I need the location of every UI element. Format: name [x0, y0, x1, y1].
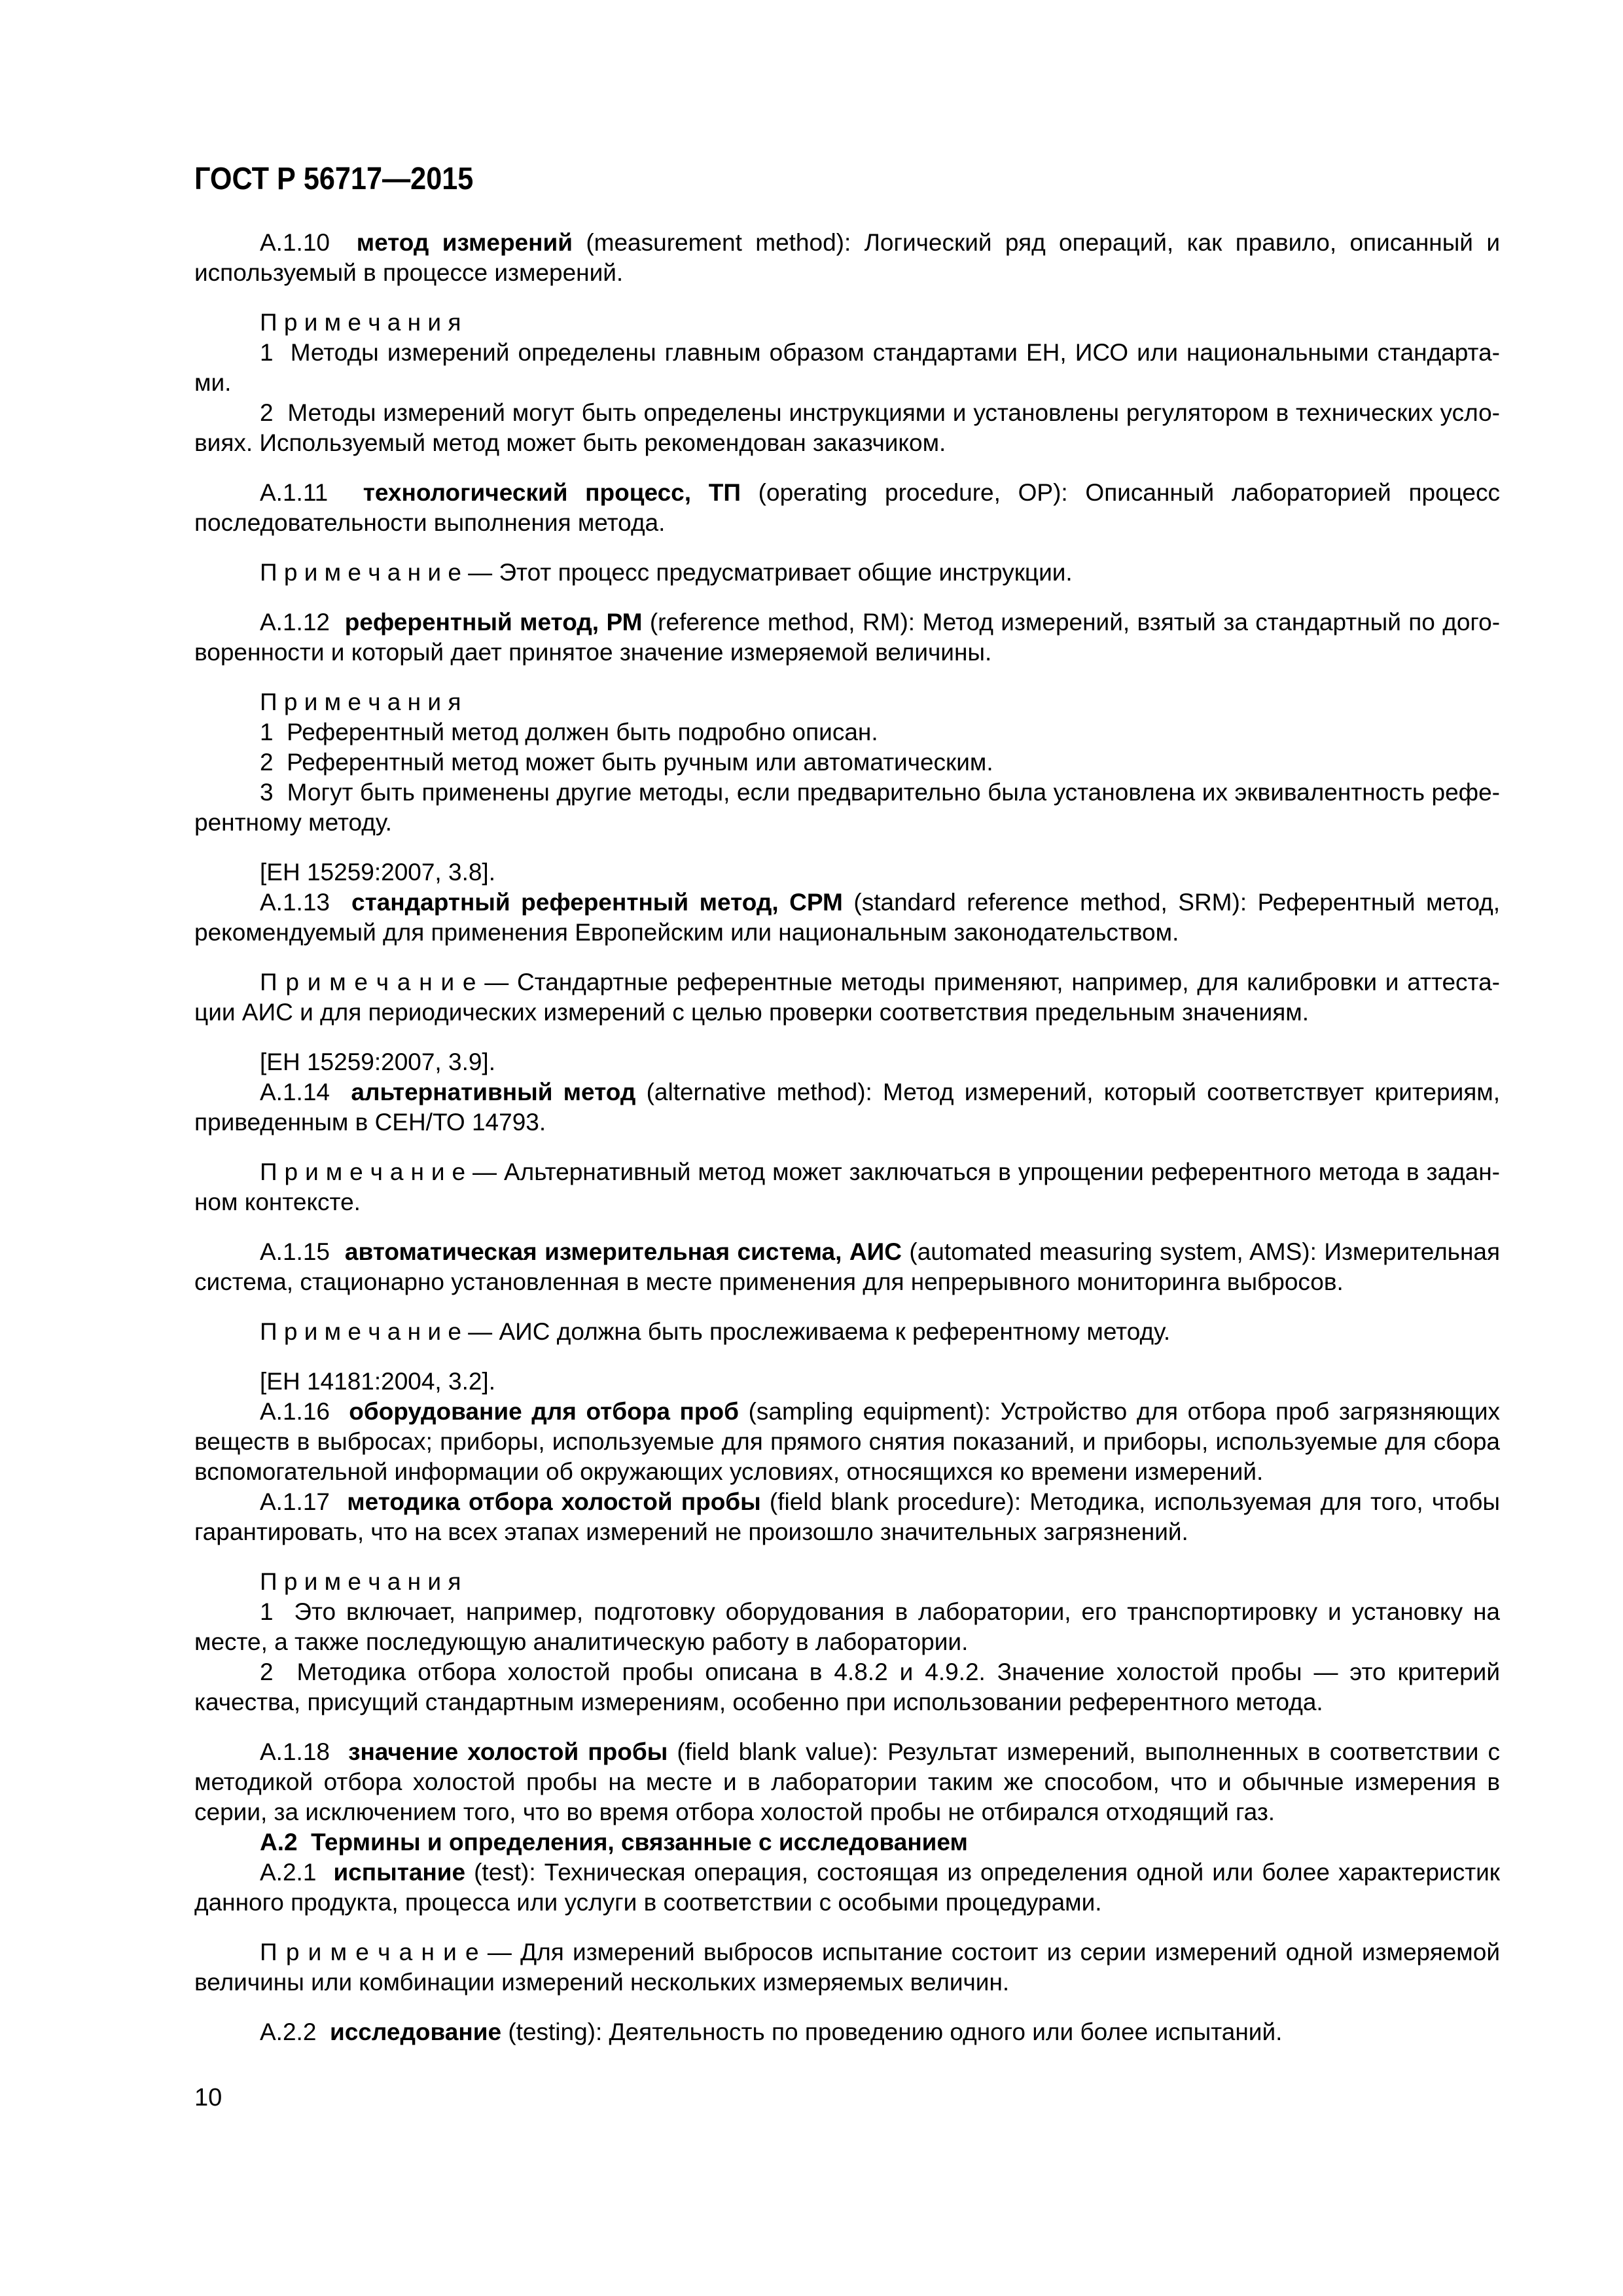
text-run: (measurement method): Логический ряд операций, как правило, описанный и используемый в процессе измерений. — [194, 229, 1501, 286]
text-run: (sampling equipment): Устройство для отбора проб загрязняющих веществ в выбросах; приборы, используемые для прямого снятия показаний, и приборы, используемые для сбора вспомогательной информации об окружающих условиях, относящихся ко времени измерений. — [194, 1398, 1500, 1485]
text-run: А.1.15 — [260, 1238, 345, 1265]
note-paragraph — [194, 398, 1500, 458]
text-run: (field blank procedure): Методика, используемая для того, чтобы гарантировать, что на всех этапах измерений не произошло значительных загрязнений. — [194, 1488, 1500, 1545]
note-inline-paragraph — [194, 1317, 1500, 1347]
note-label-paragraph — [194, 1567, 1500, 1597]
text-run: 2 Методика отбора холостой пробы описана в 4.8.2 и 4.9.2. Значение холостой пробы — это критерий качества, присущий стандартным измерениям, особенно при использовании референтного метода. — [194, 1659, 1500, 1715]
text-run: П р и м е ч а н и я — [260, 689, 461, 715]
text-run: (standard reference method, SRM): Референтный метод, рекомендуемый для применения Европейским или национальным законодательством. — [194, 889, 1500, 946]
note-label-paragraph — [194, 687, 1500, 717]
term-bold-text: метод измерений — [356, 229, 573, 256]
term-bold-text: испытание — [333, 1859, 466, 1886]
def-paragraph — [194, 1737, 1500, 1827]
text-run: 1 Референтный метод должен быть подробно описан. — [260, 719, 878, 745]
note-paragraph — [194, 338, 1500, 398]
note-inline-paragraph — [194, 967, 1500, 1028]
text-run: А.1.13 — [260, 889, 352, 916]
def-paragraph — [194, 1397, 1500, 1487]
note-paragraph — [194, 717, 1500, 747]
text-run: (automated measuring system, AMS): Измерительная система, стационарно установленная в месте применения для непрерывного мониторинга выбросов. — [194, 1238, 1500, 1295]
note-label-paragraph — [194, 308, 1500, 338]
text-run: (reference method, RM): Метод измерений, взятый за стандартный по договоренности и который дает принятое значение измеряемой величины. — [194, 609, 1501, 666]
text-run: [ЕН 14181:2004, 3.2]. — [260, 1368, 495, 1395]
ref-paragraph — [194, 857, 1500, 888]
text-run: 2 Референтный метод может быть ручным или автоматическим. — [260, 749, 993, 776]
term-bold-text: методика отбора холостой пробы — [347, 1488, 761, 1515]
term-bold-text: оборудование для отбора проб — [349, 1398, 739, 1425]
note-paragraph — [194, 747, 1500, 778]
text-run: 3 Могут быть применены другие методы, если предварительно была установлена их эквивалентность референтному методу. — [194, 779, 1500, 836]
def-paragraph — [194, 1857, 1500, 1918]
note-inline-paragraph — [194, 558, 1500, 588]
text-run: (field blank value): Результат измерений, выполненных в соответствии с методикой отбора холостой пробы на месте и в лаборатории таким же способом, что и обычные измерения в серии, за исключением того, что во время отбора холостой пробы не отбирался отходящий газ. — [194, 1738, 1501, 1825]
heading-paragraph — [194, 1827, 1500, 1857]
term-bold-text: стандартный референтный метод, СРМ — [351, 889, 843, 916]
note-inline-paragraph — [194, 1937, 1500, 1998]
text-run: П р и м е ч а н и е — Альтернативный метод может заключаться в упрощении референтного метода в заданном контексте. — [194, 1158, 1500, 1215]
text-run: А.1.17 — [260, 1488, 348, 1515]
text-run: П р и м е ч а н и я — [260, 1568, 461, 1595]
text-run: А.1.14 — [260, 1079, 351, 1105]
ref-paragraph — [194, 1367, 1500, 1397]
text-run: (test): Техническая операция, состоящая из определения одной или более характеристик данного продукта, процесса или услуги в соответствии с особыми процедурами. — [194, 1859, 1500, 1916]
text-run: (testing): Деятельность по проведению одного или более испытаний. — [501, 2018, 1283, 2045]
term-bold-text: значение холостой пробы — [348, 1738, 668, 1765]
text-run: (operating procedure, OP): Описанный лабораторией процесс последовательности выполнения метода. — [194, 479, 1500, 536]
text-run: П р и м е ч а н и е — АИС должна быть прослеживаема к референтному методу. — [260, 1318, 1171, 1345]
text-run: 1 Это включает, например, подготовку оборудования в лаборатории, его транспортировку и установку на месте, а также последующую аналитическую работу в лаборатории. — [194, 1598, 1500, 1655]
def-paragraph — [194, 1077, 1500, 1138]
term-bold-text: альтернативный метод — [351, 1079, 636, 1105]
text-run: А.1.10 — [260, 229, 357, 256]
text-run: П р и м е ч а н и е — Стандартные референтные методы применяют, например, для калибровки и аттестации АИС и для периодических измерений с целью проверки соответствия предельным значениям. — [194, 969, 1500, 1026]
page-number: 10 — [194, 2084, 223, 2111]
term-bold-text: автоматическая измерительная система, АИС — [344, 1238, 902, 1265]
term-bold-text: референтный метод, РМ — [344, 609, 643, 636]
text-run: 1 Методы измерений определены главным образом стандартами ЕН, ИСО или национальными стандартами. — [194, 339, 1500, 396]
note-paragraph — [194, 1657, 1500, 1717]
text-run: П р и м е ч а н и е — Этот процесс предусматривает общие инструкции. — [260, 559, 1073, 586]
text-run: А.1.18 — [260, 1738, 349, 1765]
def-paragraph — [194, 1237, 1500, 1297]
document-header-title: ГОСТ Р 56717—2015 — [194, 162, 474, 196]
ref-paragraph — [194, 1047, 1500, 1077]
text-run: А.1.16 — [260, 1398, 349, 1425]
note-paragraph — [194, 1597, 1500, 1657]
note-inline-paragraph — [194, 1157, 1500, 1217]
text-run: (alternative method): Метод измерений, который соответствует критериям, приведенным в СЕН/ТО 14793. — [194, 1079, 1500, 1136]
document-content — [194, 228, 1500, 2047]
def-paragraph — [194, 228, 1500, 288]
text-run: П р и м е ч а н и е — Для измерений выбросов испытание состоит из серии измерений одной измеряемой величины или комбинации измерений нескольких измеряемых величин. — [194, 1939, 1500, 1996]
term-bold-text: исследование — [329, 2018, 502, 2045]
text-run: А.2.2 — [260, 2018, 330, 2045]
term-bold-text: технологический процесс, ТП — [363, 479, 741, 506]
text-run: [ЕН 15259:2007, 3.9]. — [260, 1049, 495, 1075]
def-paragraph — [194, 1487, 1500, 1547]
text-run: А.1.11 — [260, 479, 363, 506]
text-run: 2 Методы измерений могут быть определены инструкциями и установлены регулятором в технических условиях. Используемый метод может быть рекомендован заказчиком. — [194, 399, 1500, 456]
text-run: П р и м е ч а н и я — [260, 309, 461, 336]
def-paragraph — [194, 607, 1500, 668]
note-paragraph — [194, 778, 1500, 838]
text-run: А.2.1 — [260, 1859, 334, 1886]
def-paragraph — [194, 478, 1500, 538]
def-paragraph — [194, 888, 1500, 948]
term-bold-text: А.2 Термины и определения, связанные с исследованием — [260, 1829, 968, 1856]
text-run: А.1.12 — [260, 609, 345, 636]
text-run: [ЕН 15259:2007, 3.8]. — [260, 859, 495, 886]
def-paragraph — [194, 2017, 1500, 2047]
